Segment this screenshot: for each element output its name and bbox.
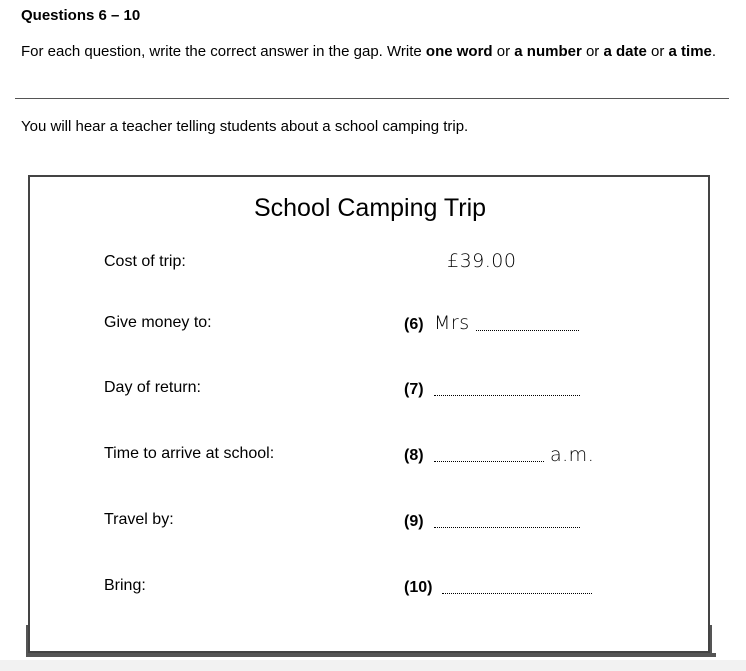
form-box-bottom <box>26 653 716 657</box>
period: . <box>711 43 717 60</box>
bring-label: Bring: <box>104 577 146 594</box>
question-number-10: (10) <box>404 579 433 596</box>
give-money-label: Give money to: <box>104 314 212 331</box>
form-title: School Camping Trip <box>253 194 487 222</box>
or-text: or <box>581 43 604 60</box>
a-date-emphasis: a date <box>603 43 647 60</box>
a-number-emphasis: a number <box>514 43 582 60</box>
or-text: or <box>492 43 515 60</box>
a-time-emphasis: a time <box>668 43 712 60</box>
answer-10-field[interactable] <box>442 593 592 594</box>
day-of-return-label: Day of return: <box>104 379 201 396</box>
form-box-edge <box>26 625 28 655</box>
page-edge <box>0 660 746 671</box>
form-box-edge <box>710 625 712 655</box>
cost-value: £39.00 <box>447 250 517 272</box>
answer-7-field[interactable] <box>434 395 580 396</box>
question-number-9: (9) <box>404 513 424 530</box>
divider <box>15 98 729 99</box>
mrs-prefix: Mrs <box>434 312 470 334</box>
cost-label: Cost of trip: <box>104 253 186 270</box>
instructions-text: For each question, write the correct answer in the gap. Write <box>21 43 426 60</box>
question-number-6: (6) <box>404 316 424 333</box>
question-number-7: (7) <box>404 381 424 398</box>
question-number-8: (8) <box>404 447 424 464</box>
answer-6-field[interactable] <box>476 330 579 331</box>
one-word-emphasis: one word <box>425 43 493 60</box>
arrival-time-label: Time to arrive at school: <box>104 445 275 462</box>
questions-heading: Questions 6 – 10 <box>21 7 141 24</box>
or-text: or <box>646 43 669 60</box>
instructions <box>21 42 721 61</box>
answer-8-field[interactable] <box>434 461 544 462</box>
travel-by-label: Travel by: <box>104 511 174 528</box>
intro-text: You will hear a teacher telling students about a school camping trip. <box>21 118 469 135</box>
am-suffix: a.m. <box>550 444 595 466</box>
answer-9-field[interactable] <box>434 527 580 528</box>
